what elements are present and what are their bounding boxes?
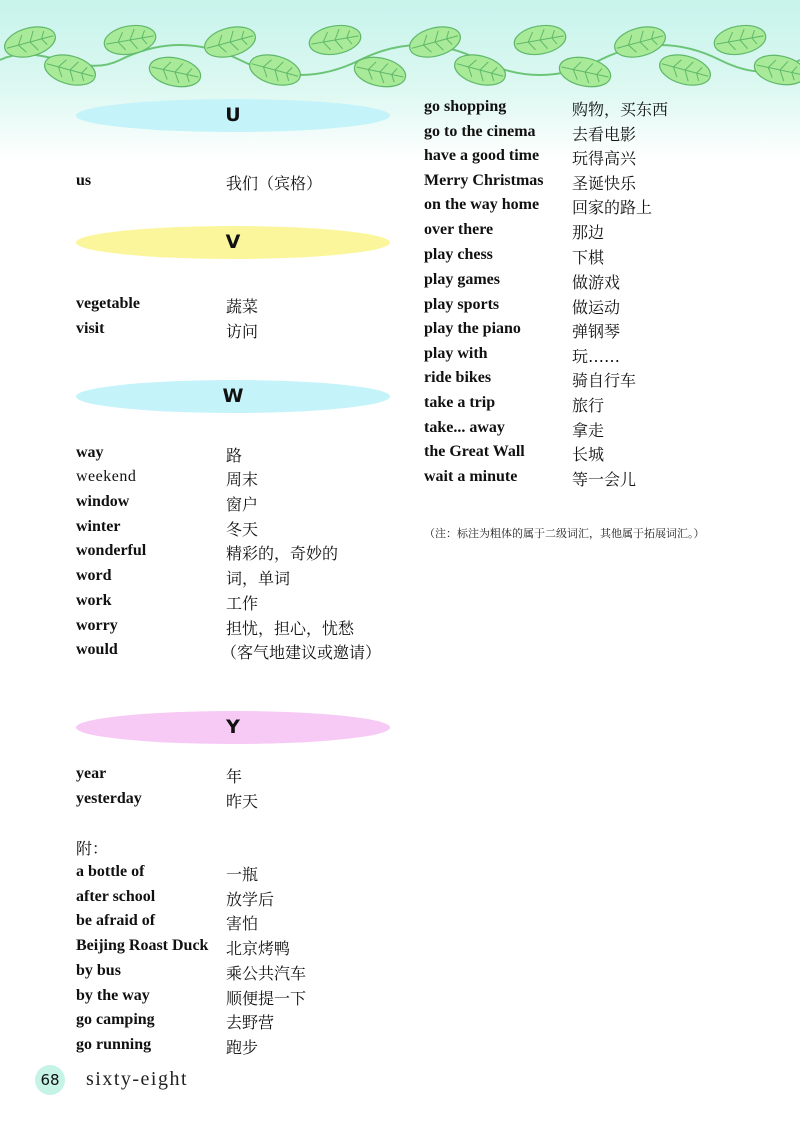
- english-word: vegetable: [76, 295, 140, 312]
- phrase-entry: [424, 296, 784, 321]
- chinese-meaning: 放学后: [226, 890, 275, 909]
- chinese-meaning: 玩……: [572, 347, 621, 366]
- english-phrase: be afraid of: [76, 912, 156, 929]
- chinese-meaning: 回家的路上: [572, 198, 653, 217]
- english-word: wonderful: [76, 542, 147, 559]
- chinese-meaning: 圣诞快乐: [572, 174, 637, 193]
- phrase-entry: [424, 172, 784, 197]
- phrase-entry: [424, 196, 784, 221]
- english-word: way: [76, 444, 104, 461]
- chinese-meaning: 去野营: [226, 1013, 275, 1032]
- vocab-entry: [76, 542, 396, 567]
- english-phrase: by the way: [76, 987, 150, 1004]
- phrase-entry: [76, 962, 396, 987]
- phrase-entry: [76, 888, 396, 913]
- vocab-entry: [76, 444, 396, 469]
- english-phrase: go shopping: [424, 98, 507, 115]
- english-phrase: Beijing Roast Duck: [76, 937, 209, 954]
- vocab-entry: [76, 617, 396, 642]
- chinese-meaning: 词，单词: [226, 569, 291, 588]
- chinese-meaning: 玩得高兴: [572, 149, 637, 168]
- phrase-entry: [76, 863, 396, 888]
- vocab-entry: [76, 518, 396, 543]
- phrase-entry: [424, 468, 784, 493]
- english-word: work: [76, 592, 112, 609]
- english-word: worry: [76, 617, 118, 634]
- vocab-entry: [76, 493, 396, 518]
- phrase-entry: [424, 246, 784, 271]
- english-phrase: ride bikes: [424, 369, 492, 386]
- chinese-meaning: 长城: [572, 445, 605, 464]
- chinese-meaning: 弹钢琴: [572, 322, 621, 341]
- phrase-entry: [76, 937, 396, 962]
- section-letter-u: U: [225, 104, 241, 126]
- phrase-entry: [424, 271, 784, 296]
- chinese-meaning: 担忧，担心，忧愁: [226, 619, 355, 638]
- chinese-meaning: 购物，买东西: [572, 100, 669, 119]
- section-header-w: [76, 380, 390, 413]
- vocab-entry: [76, 765, 396, 790]
- chinese-meaning: （客气地建议或邀请）: [221, 643, 382, 662]
- phrase-entry: [424, 123, 784, 148]
- english-phrase: play the piano: [424, 320, 521, 337]
- phrase-entry: [424, 419, 784, 444]
- vocab-entry: [76, 320, 396, 345]
- english-word: window: [76, 493, 130, 510]
- chinese-meaning: 工作: [226, 594, 259, 613]
- vocab-entry: [76, 592, 396, 617]
- phrase-entry: [424, 147, 784, 172]
- english-phrase: go to the cinema: [424, 123, 536, 140]
- chinese-meaning: 昨天: [226, 792, 259, 811]
- phrase-entry: [76, 1011, 396, 1036]
- chinese-meaning: 我们（宾格）: [226, 174, 323, 193]
- chinese-meaning: 做游戏: [572, 273, 621, 292]
- phrase-entry: [76, 987, 396, 1012]
- english-phrase: play chess: [424, 246, 493, 263]
- phrase-entry: [424, 345, 784, 370]
- english-phrase: over there: [424, 221, 494, 238]
- english-phrase: after school: [76, 888, 156, 905]
- chinese-meaning: 周末: [226, 470, 259, 489]
- chinese-meaning: 跑步: [226, 1038, 259, 1057]
- phrase-entry: [76, 912, 396, 937]
- english-phrase: by bus: [76, 962, 121, 979]
- english-phrase: a bottle of: [76, 863, 145, 880]
- chinese-meaning: 乘公共汽车: [226, 964, 307, 983]
- appendix-label: 附：: [76, 839, 109, 858]
- page-number-badge: 68: [35, 1065, 65, 1095]
- section-header-u: [76, 99, 390, 132]
- section-letter-y: Y: [226, 716, 240, 738]
- english-phrase: Merry Christmas: [424, 172, 544, 189]
- phrase-entry: [76, 1036, 396, 1061]
- vocab-entry: [76, 567, 396, 592]
- chinese-meaning: 害怕: [226, 914, 259, 933]
- english-word: us: [76, 172, 92, 189]
- english-phrase: on the way home: [424, 196, 540, 213]
- chinese-meaning: 冬天: [226, 520, 259, 539]
- chinese-meaning: 年: [226, 767, 243, 786]
- chinese-meaning: 路: [226, 446, 243, 465]
- english-phrase: take... away: [424, 419, 505, 436]
- chinese-meaning: 拿走: [572, 421, 605, 440]
- english-word: winter: [76, 518, 121, 535]
- footnote: （注：标注为粗体的属于二级词汇，其他属于拓展词汇。）: [424, 527, 705, 540]
- vocab-entry: [76, 790, 396, 815]
- chinese-meaning: 做运动: [572, 298, 621, 317]
- english-phrase: go running: [76, 1036, 152, 1053]
- chinese-meaning: 下棋: [572, 248, 605, 267]
- chinese-meaning: 那边: [572, 223, 605, 242]
- phrase-entry: [424, 221, 784, 246]
- english-phrase: play with: [424, 345, 488, 362]
- phrase-entry: [424, 394, 784, 419]
- english-phrase: go camping: [76, 1011, 155, 1028]
- chinese-meaning: 一瓶: [226, 865, 259, 884]
- english-phrase: wait a minute: [424, 468, 518, 485]
- english-word: would: [76, 641, 118, 658]
- english-word: weekend: [76, 468, 137, 485]
- english-phrase: have a good time: [424, 147, 540, 164]
- chinese-meaning: 蔬菜: [226, 297, 259, 316]
- phrase-entry: [424, 369, 784, 394]
- section-letter-w: W: [222, 385, 244, 407]
- vocab-entry: [76, 468, 396, 493]
- chinese-meaning: 骑自行车: [572, 371, 637, 390]
- vocab-entry: [76, 295, 396, 320]
- english-word: yesterday: [76, 790, 142, 807]
- leaf-vine-border: [0, 20, 800, 88]
- english-phrase: take a trip: [424, 394, 496, 411]
- chinese-meaning: 顺便提一下: [226, 989, 307, 1008]
- chinese-meaning: 去看电影: [572, 125, 637, 144]
- english-phrase: play sports: [424, 296, 500, 313]
- chinese-meaning: 精彩的，奇妙的: [226, 544, 339, 563]
- chinese-meaning: 等一会儿: [572, 470, 637, 489]
- chinese-meaning: 北京烤鸭: [226, 939, 291, 958]
- vocab-entry: [76, 641, 396, 666]
- chinese-meaning: 访问: [226, 322, 259, 341]
- phrase-entry: [424, 320, 784, 345]
- section-header-v: [76, 226, 390, 259]
- english-phrase: the Great Wall: [424, 443, 525, 460]
- english-word: word: [76, 567, 112, 584]
- phrase-entry: [424, 98, 784, 123]
- chinese-meaning: 窗户: [226, 495, 259, 514]
- chinese-meaning: 旅行: [572, 396, 605, 415]
- page-number-words: sixty-eight: [86, 1068, 189, 1090]
- phrase-entry: [424, 443, 784, 468]
- section-header-y: [76, 711, 390, 744]
- english-word: visit: [76, 320, 105, 337]
- section-letter-v: V: [225, 231, 241, 253]
- english-phrase: play games: [424, 271, 500, 288]
- vocab-entry: [76, 172, 396, 197]
- english-word: year: [76, 765, 107, 782]
